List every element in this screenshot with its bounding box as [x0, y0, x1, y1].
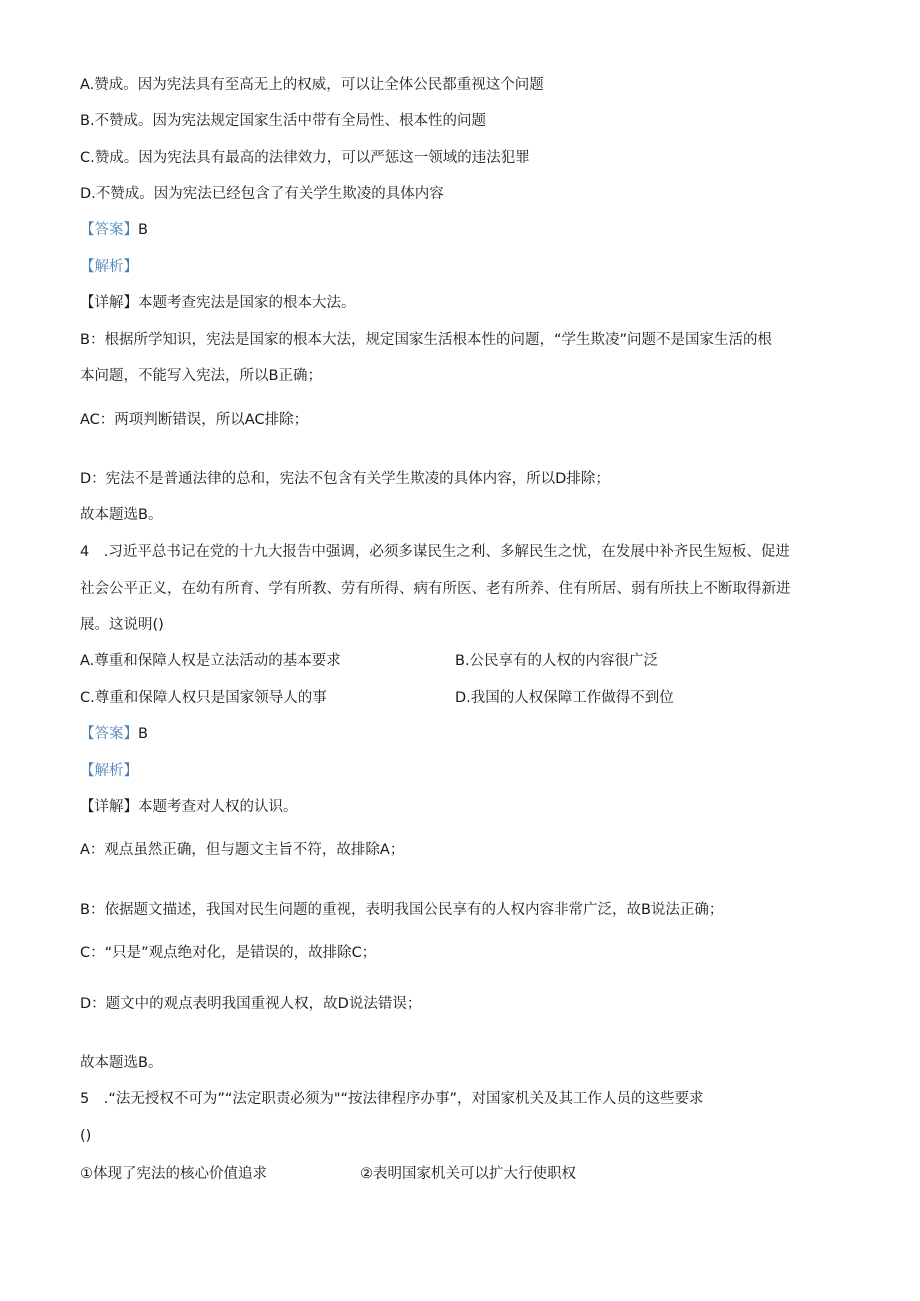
answer-tag: 【答案】: [80, 726, 138, 742]
q3-option-a: A.赞成。因为宪法具有至高无上的权威，可以让全体公民都重视这个问题: [80, 77, 544, 93]
q4-option-c: C.尊重和保障人权只是国家领导人的事: [80, 690, 327, 706]
q3-option-c: C.赞成。因为宪法具有最高的法律效力，可以严惩这一领域的违法犯罪: [80, 150, 530, 166]
q4-option-d: D.我国的人权保障工作做得不到位: [455, 690, 674, 706]
q5-stem-line-1: 5 .“法无授权不可为”“法定职责必须为"“按法律程序办事”，对国家机关及其工作人员的这些要求: [80, 1091, 704, 1107]
q3-option-b: B.不赞成。因为宪法规定国家生活中带有全局性、根本性的问题: [80, 113, 487, 129]
q3-line-ac: AC：两项判断错误，所以AC排除；: [80, 412, 309, 428]
q4-stem-line-1: 4 .习近平总书记在党的十九大报告中强调，必须多谋民生之利、多解民生之忧，在发展中补齐民生短板、促进: [80, 544, 790, 560]
q4-analysis-tag: 【解析】: [80, 763, 138, 779]
answer-tag: 【答案】: [80, 222, 138, 238]
q3-line-b-cont: 本问题，不能写入宪法，所以B正确；: [80, 368, 322, 384]
q5-option-1: ①体现了宪法的核心价值追求: [80, 1166, 267, 1182]
answer-value: B: [138, 222, 148, 238]
q4-stem-line-3: 展。这说明(): [80, 617, 164, 633]
q3-line-b: B：根据所学知识，宪法是国家的根本大法，规定国家生活根本性的问题，“学生欺凌”问题不是国家生活的根: [80, 332, 772, 348]
q3-line-d: D：宪法不是普通法律的总和，宪法不包含有关学生欺凌的具体内容，所以D排除；: [80, 471, 610, 487]
q4-detail: 【详解】本题考查对人权的认识。: [80, 799, 298, 815]
q3-answer: [80, 223, 148, 238]
q3-detail: 【详解】本题考查宪法是国家的根本大法。: [80, 295, 356, 311]
answer-value: B: [138, 726, 148, 742]
q4-conclusion: 故本题选B。: [80, 1055, 163, 1071]
q3-conclusion: 故本题选B。: [80, 507, 163, 523]
q4-option-b: B.公民享有的人权的内容很广泛: [455, 653, 659, 669]
q4-line-c: C：“只是”观点绝对化，是错误的，故排除C；: [80, 945, 377, 961]
q4-line-a: A：观点虽然正确，但与题文主旨不符，故排除A；: [80, 842, 405, 858]
q3-option-d: D.不赞成。因为宪法已经包含了有关学生欺凌的具体内容: [80, 186, 444, 202]
q3-analysis-tag: 【解析】: [80, 259, 138, 275]
q5-option-2: ②表明国家机关可以扩大行使职权: [360, 1166, 576, 1182]
q4-option-a: A.尊重和保障人权是立法活动的基本要求: [80, 653, 341, 669]
q5-stem-line-2: (): [80, 1128, 92, 1144]
q4-line-b: B：依据题文描述，我国对民生问题的重视，表明我国公民享有的人权内容非常广泛，故B说法正确；: [80, 902, 724, 918]
q4-answer: [80, 727, 148, 742]
q4-line-d: D：题文中的观点表明我国重视人权，故D说法错误；: [80, 996, 422, 1012]
q4-stem-line-2: 社会公平正义，在幼有所育、学有所教、劳有所得、病有所医、老有所养、住有所居、弱有所扶上不断取得新进: [80, 581, 791, 597]
